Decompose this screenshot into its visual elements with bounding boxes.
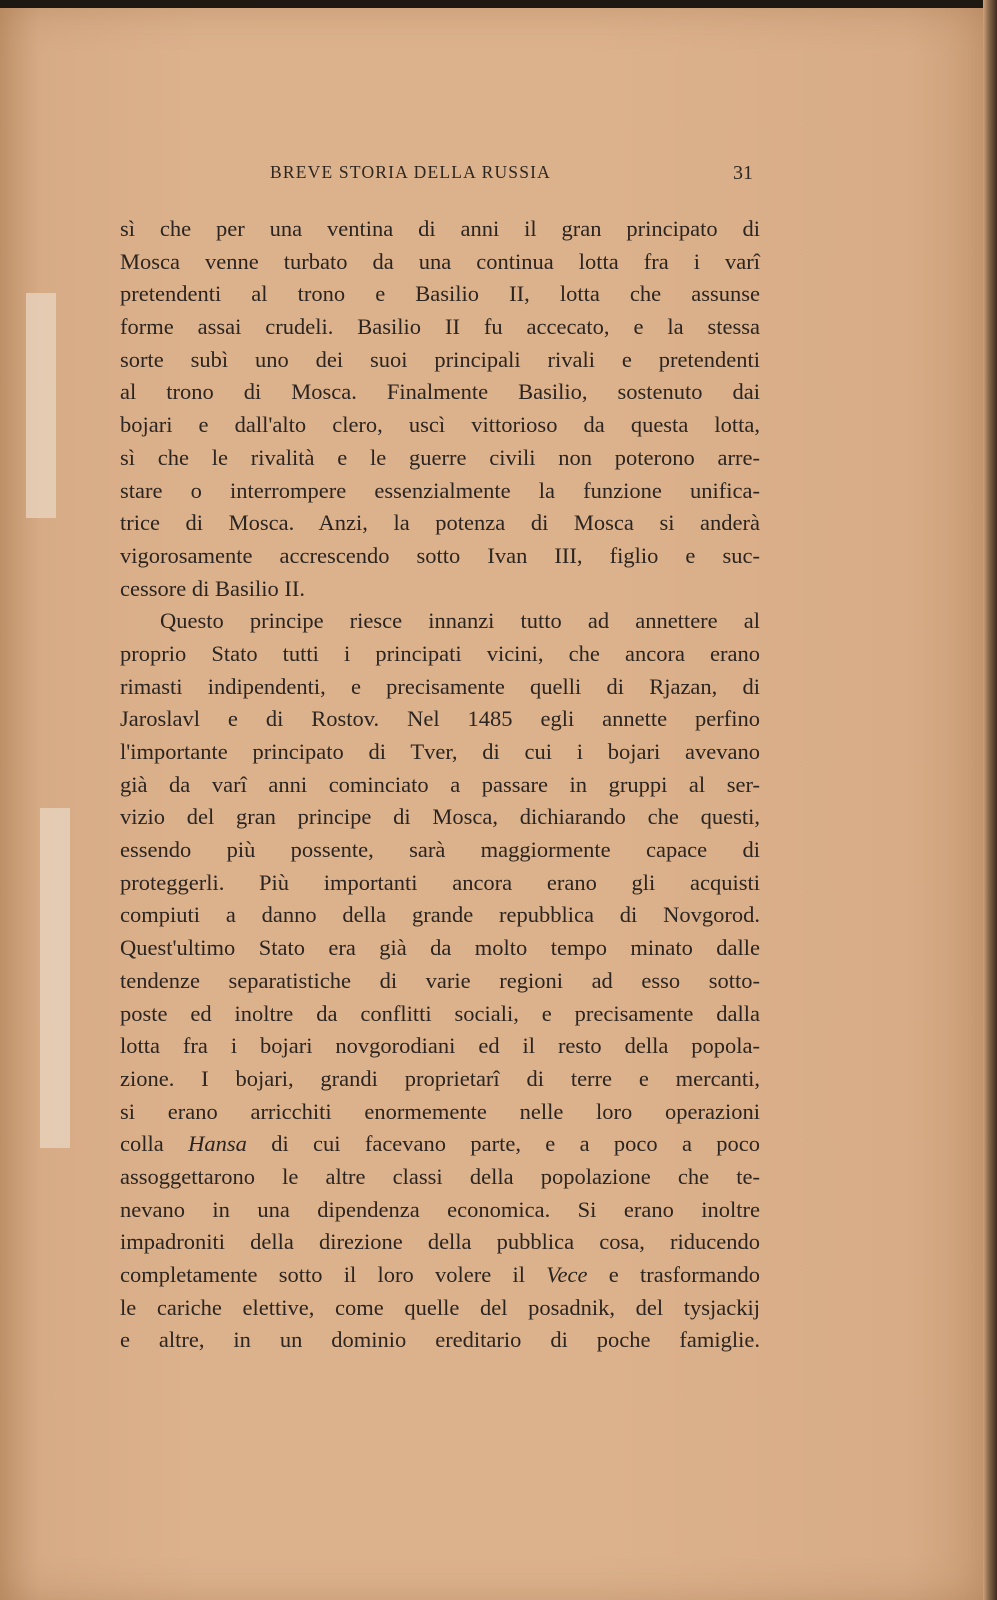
text-segment: di cui facevano parte, e a poco a poco [271,1131,761,1157]
text-line: e altre, in un dominio ereditario di poche famiglie. [120,1327,760,1353]
text-line-with-italic [120,1259,760,1292]
text-segment: colla [120,1131,164,1157]
text-line: impadroniti della direzione della pubblica cosa, riducendo [120,1229,760,1255]
text-line: assoggettarono le altre classi della popolazione che te- [120,1163,760,1189]
text-line: si erano arricchiti enormemente nelle loro operazioni [120,1098,760,1124]
page-number: 31 [733,162,753,184]
text-line: pretendenti al trono e Basilio II, lotta che assunse [120,281,760,307]
paper-tape-strip [40,808,70,1148]
text-line: forme assai crudeli. Basilio II fu accecato, e la stessa [120,314,760,340]
text-line: rimasti indipendenti, e precisamente quelli di Rjazan, di [120,673,760,699]
text-segment: e trasformando [608,1262,761,1287]
italic-term: Hansa [188,1131,247,1157]
text-line: Jaroslavl e di Rostov. Nel 1485 egli annette perfino [120,706,760,732]
text-line: essendo più possente, sarà maggiormente capace di [120,837,760,863]
text-line: sì che le rivalità e le guerre civili non poterono arre- [120,444,760,470]
paper-tape-strip [26,293,56,518]
book-spine-edge [983,0,997,1600]
text-line: zione. I bojari, grandi proprietarî di terre e mercanti, [120,1065,760,1091]
text-line: lotta fra i bojari novgorodiani ed il resto della popola- [120,1033,760,1059]
text-line-with-italic [120,1128,760,1161]
text-line: l'importante principato di Tver, di cui i bojari avevano [120,739,760,764]
text-line: già da varî anni cominciato a passare in gruppi al ser- [120,771,760,797]
text-line: trice di Mosca. Anzi, la potenza di Mosca si anderà [120,510,760,536]
text-line: sorte subì uno dei suoi principali rivali e pretendenti [120,346,760,372]
text-line: tendenze separatistiche di varie regioni ad esso sotto- [120,967,760,993]
body-text [120,213,760,1357]
text-line: sì che per una ventina di anni il gran principato di [120,216,760,241]
text-line: poste ed inoltre da conflitti sociali, e precisamente dalla [120,1000,760,1026]
text-line: nevano in una dipendenza economica. Si erano inoltre [120,1196,760,1222]
text-line: al trono di Mosca. Finalmente Basilio, sostenuto dai [120,379,760,405]
text-line: Mosca venne turbato da una continua lotta fra i varî [120,248,760,274]
text-segment: completamente sotto il loro volere il [120,1262,526,1287]
text-line: vizio del gran principe di Mosca, dichiarando che questi, [120,804,760,830]
text-line: Quest'ultimo Stato era già da molto tempo minato dalle [120,935,760,961]
text-line: proteggerli. Più importanti ancora erano gli acquisti [120,869,760,895]
text-line: stare o interrompere essenzialmente la funzione unifica- [120,477,760,503]
italic-term: Vece [546,1262,588,1287]
running-head: BREVE STORIA DELLA RUSSIA [270,162,552,182]
text-line: cessore di Basilio II. [120,575,305,601]
text-line: vigorosamente accrescendo sotto Ivan III, figlio e suc- [120,542,760,568]
text-line: compiuti a danno della grande repubblica di Novgorod. [120,902,760,928]
text-line: le cariche elettive, come quelle del posadnik, del tysjackij [120,1294,760,1320]
text-line: bojari e dall'alto clero, uscì vittorioso da questa lotta, [120,412,760,438]
text-line: proprio Stato tutti i principati vicini, che ancora erano [120,640,760,666]
paragraph-first-line: Questo principe riesce innanzi tutto ad annettere al [160,608,760,634]
